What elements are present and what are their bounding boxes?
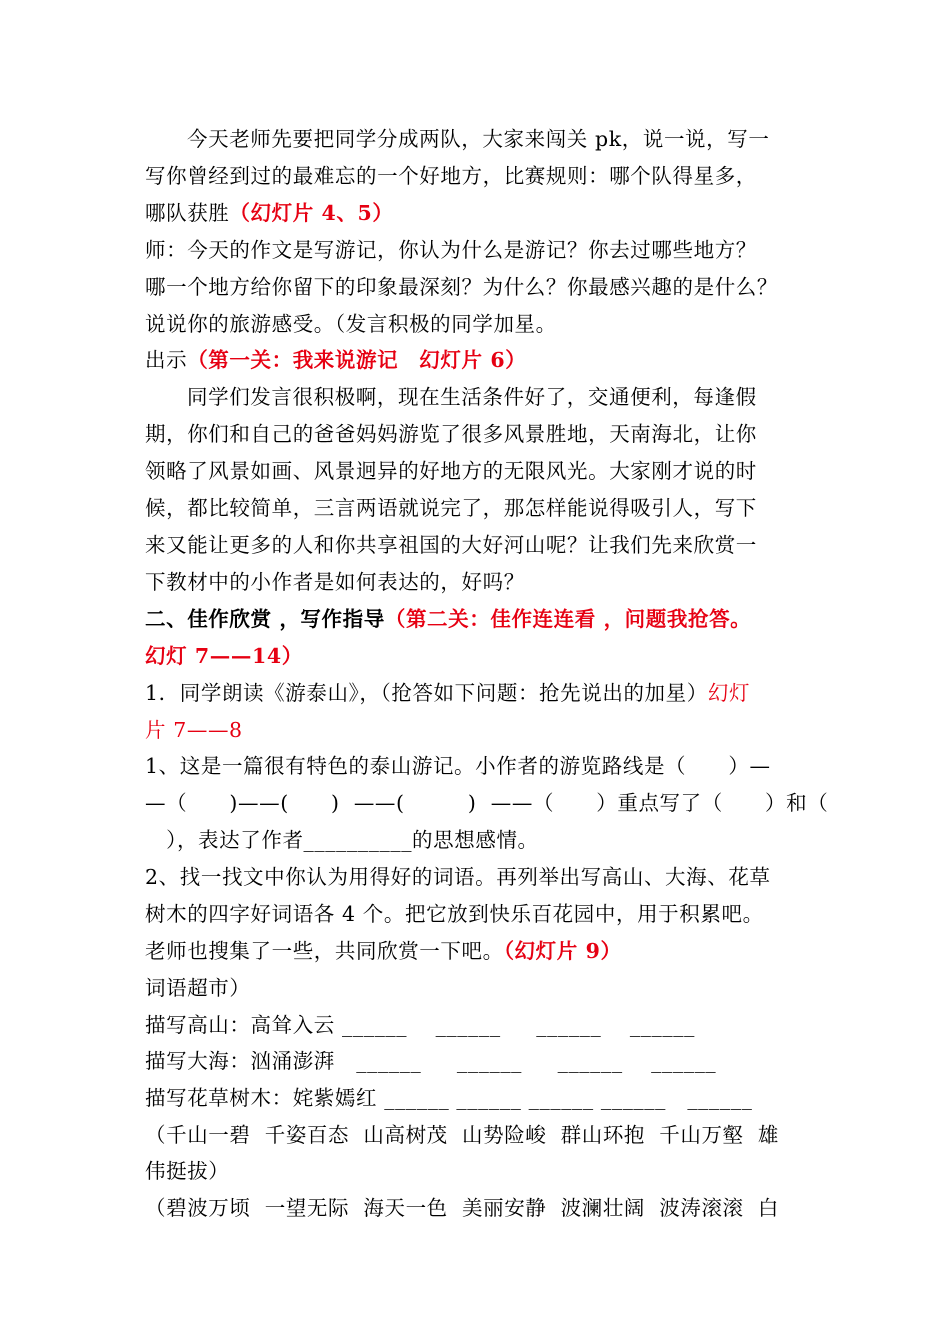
para3-line5: 来又能让更多的人和你共享祖国的大好河山呢？让我们先来欣赏一	[145, 533, 757, 557]
q1-line2: —（ )——( ) ——( ) ——（ ）重点写了（ ）和（	[145, 791, 829, 815]
para2-line1: 师：今天的作文是写游记，你认为什么是游记？你去过哪些地方？	[145, 238, 757, 262]
level1-title: （第一关：我来说游记 幻灯片 6）	[187, 348, 527, 372]
item1-text: 1．同学朗读《游泰山》，（抢答如下问题：抢先说出的加星）	[145, 681, 708, 705]
level2-slide-range: 幻灯 7——14）	[145, 644, 303, 668]
slide-ref-9: （幻灯片 9）	[503, 939, 622, 963]
mountain-words-line: 描写高山：高耸入云 ______ ______ ______ ______	[145, 1013, 695, 1037]
sea-word-list-line1: （碧波万顷 一望无际 海天一色 美丽安静 波澜壮阔 波涛滚滚 白	[145, 1196, 779, 1220]
show-level1-line	[145, 347, 526, 373]
q2-line3-text: 老师也搜集了一些，共同欣赏一下吧。	[145, 939, 504, 963]
plant-words-line: 描写花草树木：姹紫嫣红 ______ ______ ______ ______ ______	[145, 1086, 753, 1110]
slide-ref-4-5: （幻灯片 4、5）	[229, 201, 394, 225]
q2-line3	[145, 938, 622, 964]
q1-line3: ），表达了作者__________的思想感情。	[145, 828, 539, 852]
item1-slide-ref-start: 幻灯	[707, 681, 751, 705]
para3-line3: 领略了风景如画、风景迥异的好地方的无限风光。大家刚才说的时	[145, 459, 757, 483]
para3-line1: 同学们发言很积极啊，现在生活条件好了，交通便利，每逢假	[187, 385, 757, 409]
section2-heading: 二、佳作欣赏 ，写作指导	[145, 607, 385, 631]
para3-line4: 候，都比较简单，三言两语就说完了，那怎样能说得吸引人，写下	[145, 496, 757, 520]
para1-line2: 写你曾经到过的最难忘的一个好地方，比赛规则：哪个队得星多，	[145, 164, 757, 188]
para1-line3-text: 哪队获胜	[145, 201, 230, 225]
word-market-title: 词语超市）	[145, 976, 251, 1000]
item1-slide-ref-end: 片 7——8	[145, 718, 243, 742]
para3-line6: 下教材中的小作者是如何表达的，好吗？	[145, 570, 525, 594]
q1-line1: 1、这是一篇很有特色的泰山游记。小作者的游览路线是（ ）—	[145, 754, 771, 778]
para1-line3	[145, 200, 393, 226]
show-label: 出示	[145, 348, 188, 372]
para2-line3: 说说你的旅游感受。（发言积极的同学加星。	[145, 312, 557, 336]
q2-line1: 2、找一找文中你认为用得好的词语。再列举出写高山、大海、花草	[145, 865, 771, 889]
item1-line1	[145, 680, 750, 706]
section2-heading-line	[145, 606, 751, 632]
q2-line2: 树木的四字好词语各 4 个。把它放到快乐百花园中，用于积累吧。	[145, 902, 764, 926]
mountain-word-list-line1: （千山一碧 千姿百态 山高树茂 山势险峻 群山环抱 千山万壑 雄	[145, 1123, 779, 1147]
para2-line2: 哪一个地方给你留下的印象最深刻？为什么？你最感兴趣的是什么？	[145, 275, 778, 299]
para1-line1: 今天老师先要把同学分成两队，大家来闯关 pk，说一说，写一	[187, 127, 770, 151]
mountain-word-list-line2: 伟挺拔）	[145, 1159, 230, 1183]
para3-line2: 期，你们和自己的爸爸妈妈游览了很多风景胜地，天南海北，让你	[145, 422, 757, 446]
sea-words-line: 描写大海：汹涌澎湃 ______ ______ ______ ______	[145, 1049, 717, 1073]
level2-title: （第二关：佳作连连看 ，问题我抢答。	[384, 607, 752, 631]
